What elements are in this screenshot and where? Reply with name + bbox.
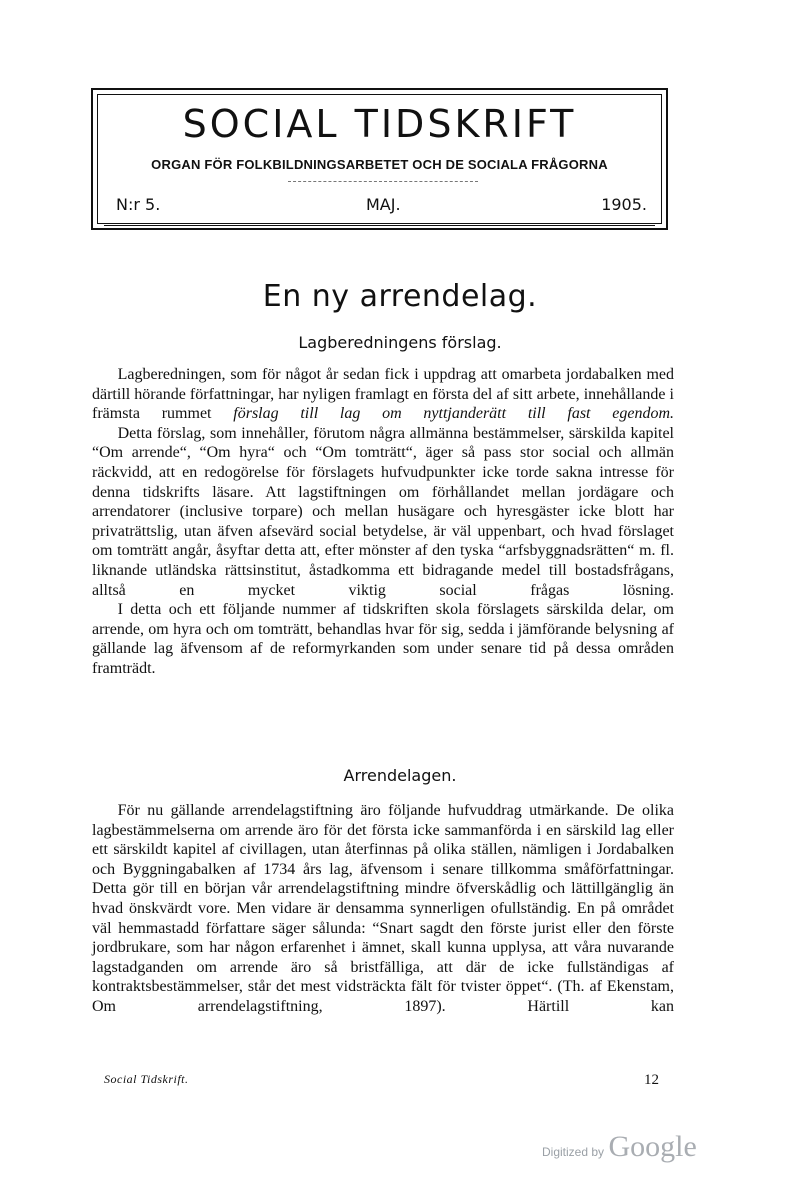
- section-body: [92, 801, 674, 1017]
- issue-month: MAJ.: [366, 195, 401, 214]
- running-footer: Social Tidskrift.: [104, 1072, 189, 1086]
- journal-title: SOCIAL TIDSKRIFT: [182, 102, 577, 146]
- body-paragraph: För nu gällande arrendelagstiftning äro följande hufvuddrag utmärkande. De olika lagbestämmelserna om arrende äro för det första icke sammanförda i en särskild lag eller ett särskildt kapitel af civillagen, utan återfinnas på olika ställen, nämligen i Jordabalken och Byggningabalken af 1734 års lag, äfvensom i senare tillkomma småförfattningar. Detta gör till en början vår arrendelagstiftning mindre öfverskådlig och lättillgänglig än hvad önskvärdt vore. Men vidare är densamma synnerligen ofullständig. En på området väl hemmastadd författare säger sålunda: “Snart sagdt den förste jurist eller den förste jordbrukare, som har någon erfarenhet i ämnet, skall kunna upplysa, att våra nuvarande lagstadganden om arrende äro så bristfälliga, att där de icke fullständigas af kontraktsbestämmelser, står det mest vidsträckta fält för tvister öppet“. (Th. af Ekenstam, Om arrendelagstiftning, 1897). Härtill kan: [92, 802, 674, 1015]
- article-title: En ny arrendelag.: [262, 279, 538, 314]
- section-heading: Arrendelagen.: [343, 766, 457, 785]
- watermark-prefix: Digitized by: [542, 1145, 605, 1159]
- italic-phrase: förslag till lag om nyttjanderätt till fast egendom.: [233, 405, 675, 423]
- issue-year: 1905.: [601, 195, 647, 214]
- watermark-logo: Google: [608, 1130, 697, 1163]
- body-paragraph: I detta och ett följande nummer af tidskriften skola förslagets särskilda delar, om arrende, om hyra och om tomträtt, behandlas hvar för sig, sedda i jämförande belysning af gällande lag äfvensom af de reformyrkanden som under senare tid på dessa områden framträdt.: [92, 601, 674, 677]
- masthead-bottom-rule: [104, 225, 655, 226]
- body-paragraph: Detta förslag, som innehåller, förutom några allmänna bestämmelser, särskilda kapitel “Om arrende“, “Om hyra“ och “Om tomträtt“, äger så pass stor social och allmän räckvidd, att en redogörelse för förslagets hufvudpunkter icke torde sakna intresse för denna tidskrifts läsare. Att lagstiftningen om förhållandet mellan jordägare och arrendatorer (inclusive torpare) och mellan husägare och hyresgäster icke blott har privaträttslig, utan äfven afsevärd social betydelse, är väl uppenbart, och hvad förslaget om tomträtt angår, åsyftar detta att, efter mönster af den tyska “arfsbyggnadsrätten“ m. fl. liknande utländska rättsinstitut, åstadkomma ett bidragande medel till bostadsfrågans, alltså en mycket viktig social frågas lösning.: [92, 424, 674, 599]
- masthead-divider: [288, 181, 478, 182]
- body-paragraph: [92, 365, 674, 424]
- journal-subtitle: ORGAN FÖR FOLKBILDNINGSARBETET OCH DE SOCIALA FRÅGORNA: [151, 157, 608, 172]
- page-number: 12: [644, 1072, 659, 1088]
- paragraph-text: Lagberedningen, som för något år sedan fick i uppdrag att omarbeta jordabalken med därtill hörande författningar, har nyligen framlagt en första del af sitt arbete, innehållande i främsta rummet: [92, 366, 674, 423]
- issue-number: N:r 5.: [116, 195, 161, 214]
- masthead-frame: [91, 88, 668, 230]
- intro-body: [92, 365, 674, 679]
- masthead-inner-frame: [97, 94, 662, 224]
- digitized-watermark: [542, 1130, 697, 1164]
- article-subtitle: Lagberedningens förslag.: [298, 333, 502, 352]
